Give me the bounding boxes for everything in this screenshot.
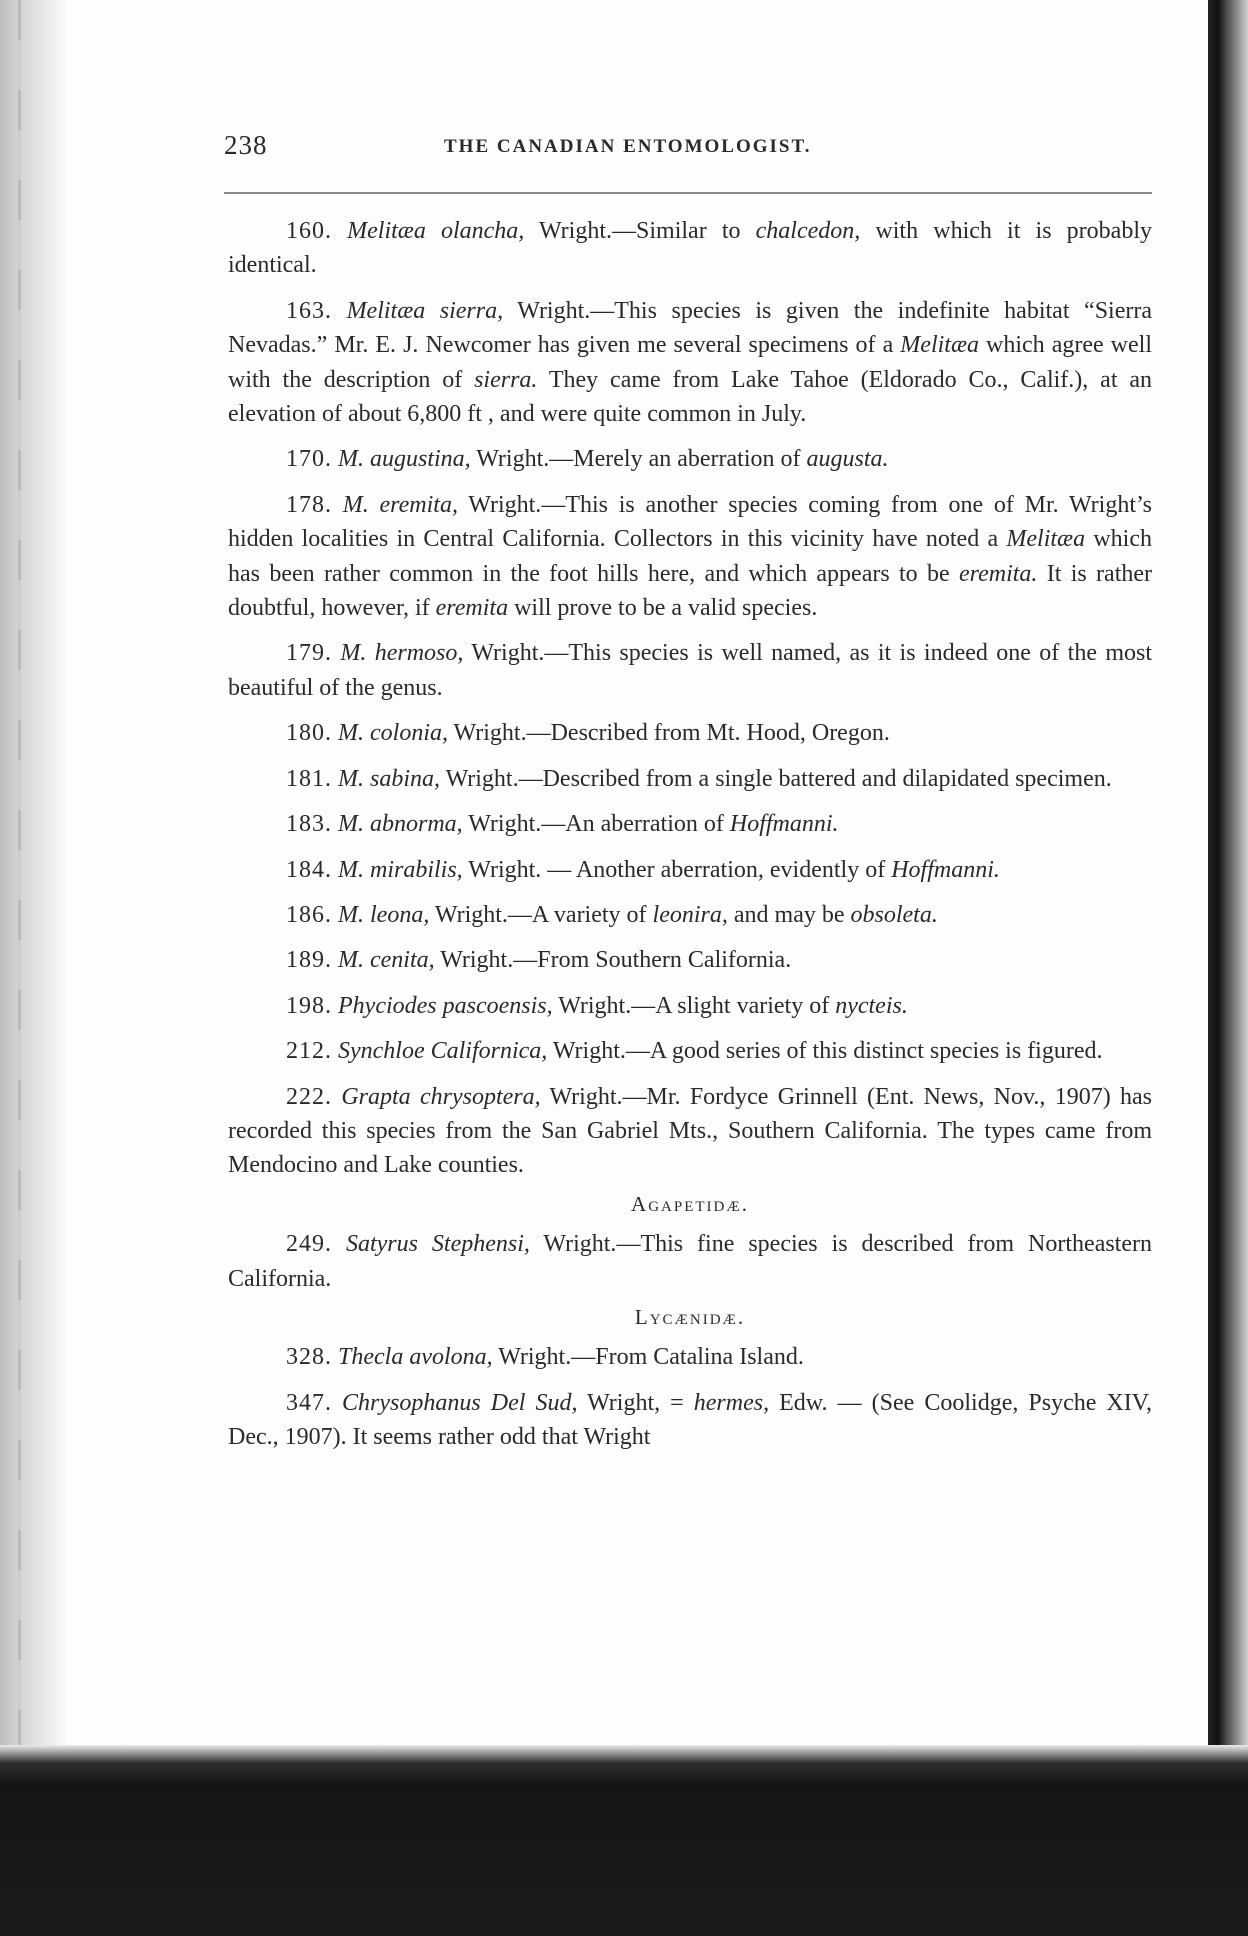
entry-179: 179. M. hermoso, Wright.—This species is well named, as it is indeed one of the most beautiful of the genus. xyxy=(228,640,1153,701)
right-scan-shadow xyxy=(1208,0,1248,1780)
entry-222: 222. Grapta chrysoptera, Wright.—Mr. Fordyce Grinnell (Ent. News, Nov., 1907) has recorded this species from the San Gabriel Mts., Southern California. The types came from Mendocino and Lake counties. xyxy=(228,1083,1152,1179)
book-binding-edge xyxy=(0,0,70,1936)
header-rule xyxy=(224,192,1152,194)
running-header xyxy=(224,128,1144,168)
species-name: Chrysophanus Del Sud, xyxy=(342,1389,578,1416)
species-name: Melitæa olancha, xyxy=(347,218,525,244)
species-name: M. colonia, xyxy=(338,720,448,747)
species-name: M. augustina, xyxy=(338,446,471,473)
species-name: M. mirabilis, xyxy=(338,856,463,883)
entry-181: 181. M. sabina, Wright.—Described from a single battered and dilapidated specimen. xyxy=(286,765,1112,792)
entry-189: 189. M. cenita, Wright.—From Southern California. xyxy=(286,947,792,974)
species-name: M. cenita, xyxy=(338,947,435,974)
entry-328: 328. Thecla avolona, Wright.—From Catalina Island. xyxy=(286,1344,804,1371)
entry-184: 184. M. mirabilis, Wright. — Another aberration, evidently of Hoffmanni. xyxy=(286,856,1000,883)
species-name: M. sabina, xyxy=(338,765,440,792)
page-number: 238 xyxy=(224,130,268,160)
entry-178: 178. M. eremita, Wright.—This is another species coming from one of Mr. Wright’s hidden localities in Central California. Collectors in this vicinity have noted a Melitæa which has been rather common in the foot hills here, and which appears to be eremita. It is rather doubtful, however, if eremita will prove to be a valid species. xyxy=(228,491,1153,622)
species-name: Synchloe Californica, xyxy=(338,1038,548,1065)
entry-180: 180. M. colonia, Wright.—Described from Mt. Hood, Oregon. xyxy=(286,720,890,747)
body-text xyxy=(228,214,1152,1466)
bottom-scan-shadow xyxy=(0,1745,1248,1936)
species-name: Thecla avolona, xyxy=(338,1344,493,1371)
species-name: Phyciodes pascoensis, xyxy=(338,992,553,1019)
entry-170: 170. M. augustina, Wright.—Merely an aberration of augusta. xyxy=(286,446,889,473)
species-name: M. leona, xyxy=(338,901,430,928)
species-name: Melitæa sierra, xyxy=(346,297,504,324)
journal-title: THE CANADIAN ENTOMOLOGIST. xyxy=(444,136,812,157)
entry-163: 163. Melitæa sierra, Wright.—This species is given the indefinite habitat “Sierra Nevadas.” Mr. E. J. Newcomer has given me several specimens of a Melitæa which agree well with the description of sierra. They came from Lake Tahoe (Eldorado Co., Calif.), at an elevation of about 6,800 ft , and were quite common in July. xyxy=(228,297,1153,428)
species-name: M. eremita, xyxy=(342,491,458,518)
entry-198: 198. Phyciodes pascoensis, Wright.—A slight variety of nycteis. xyxy=(286,992,908,1019)
entry-183: 183. M. abnorma, Wright.—An aberration of Hoffmanni. xyxy=(286,811,839,838)
entry-212: 212. Synchloe Californica, Wright.—A good series of this distinct species is figured. xyxy=(286,1038,1103,1065)
species-name: M. hermoso, xyxy=(340,640,464,667)
species-name: Grapta chrysoptera, xyxy=(341,1083,541,1110)
section-heading-lycaenidae: Lycænidæ. xyxy=(634,1304,746,1329)
entry-249: 249. Satyrus Stephensi, Wright.—This fine species is described from Northeastern California. xyxy=(228,1231,1152,1292)
section-heading-agapetidae: Agapetidæ. xyxy=(631,1191,749,1216)
entry-347: 347. Chrysophanus Del Sud, Wright, = hermes, Edw. — (See Coolidge, Psyche XIV, Dec., 1907). It seems rather odd that Wright xyxy=(228,1389,1152,1451)
species-name: Satyrus Stephensi, xyxy=(345,1231,530,1258)
entry-186: 186. M. leona, Wright.—A variety of leonira, and may be obsoleta. xyxy=(286,901,938,928)
entry-160: 160. Melitæa olancha, Wright.—Similar to chalcedon, with which it is probably identical. xyxy=(228,218,1152,279)
species-name: M. abnorma, xyxy=(338,811,463,838)
